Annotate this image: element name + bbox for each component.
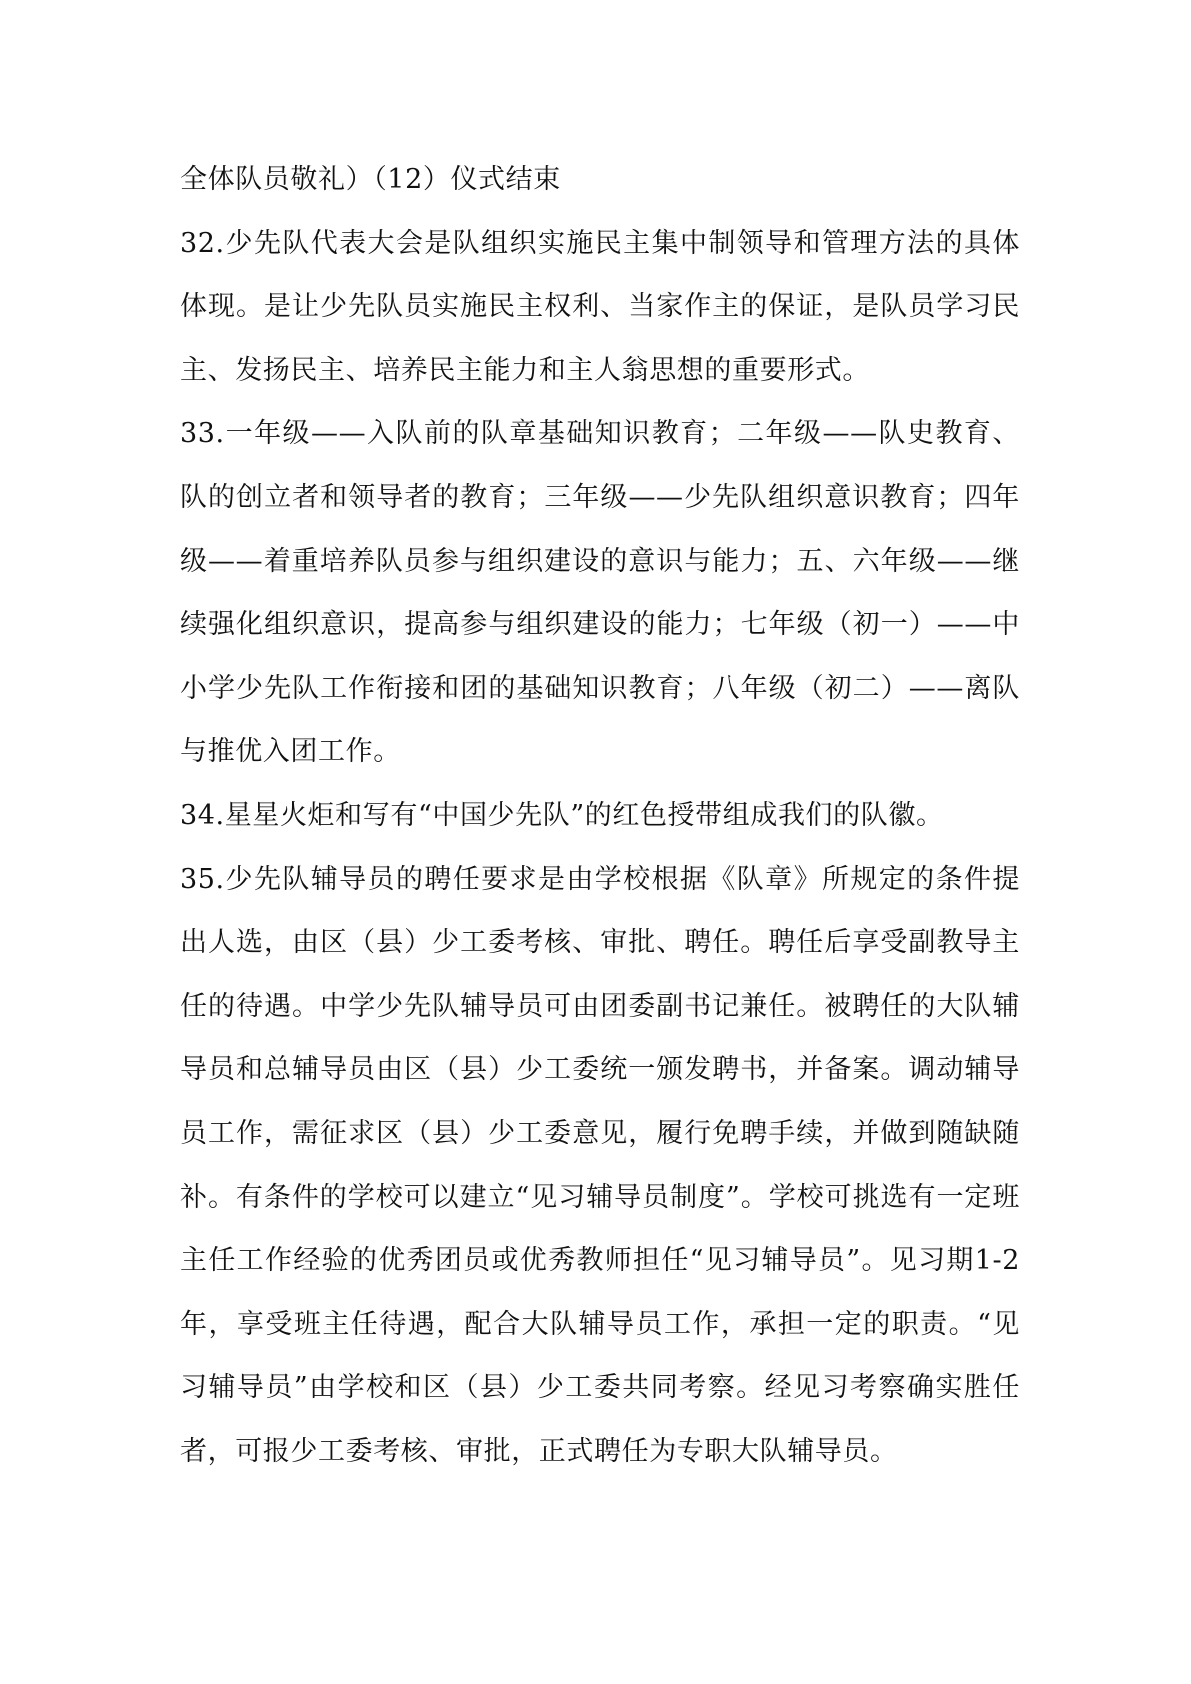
paragraph-item-32: 32.少先队代表大会是队组织实施民主集中制领导和管理方法的具体体现。是让少先队员实施民主权利、当家作主的保证，是队员学习民主、发扬民主、培养民主能力和主人翁思想的重要形式。: [180, 227, 1020, 386]
paragraph-ceremony-end: 全体队员敬礼）（12）仪式结束: [180, 164, 561, 195]
paragraph-item-35: 35.少先队辅导员的聘任要求是由学校根据《队章》所规定的条件提出人选，由区（县）少工委考核、审批、聘任。聘任后享受副教导主任的待遇。中学少先队辅导员可由团委副书记兼任。被聘任的大队辅导员和总辅导员由区（县）少工委统一颁发聘书，并备案。调动辅导员工作，需征求区（县）少工委意见，履行免聘手续，并做到随缺随补。有条件的学校可以建立“见习辅导员制度”。学校可挑选有一定班主任工作经验的优秀团员或优秀教师担任“见习辅导员”。见习期1-2年，享受班主任待遇，配合大队辅导员工作，承担一定的职责。“见习辅导员”由学校和区（县）少工委共同考察。经见习考察确实胜任者，可报少工委考核、审批，正式聘任为专职大队辅导员。: [180, 863, 1020, 1467]
document-body: [180, 148, 1020, 1483]
paragraph-item-33: 33.一年级——入队前的队章基础知识教育；二年级——队史教育、队的创立者和领导者的教育；三年级——少先队组织意识教育；四年级——着重培养队员参与组织建设的意识与能力；五、六年级——继续强化组织意识，提高参与组织建设的能力；七年级（初一）——中小学少先队工作衔接和团的基础知识教育；八年级（初二）——离队与推优入团工作。: [180, 418, 1020, 768]
paragraph-item-34: 34.星星火炬和写有“中国少先队”的红色授带组成我们的队徽。: [180, 799, 944, 831]
